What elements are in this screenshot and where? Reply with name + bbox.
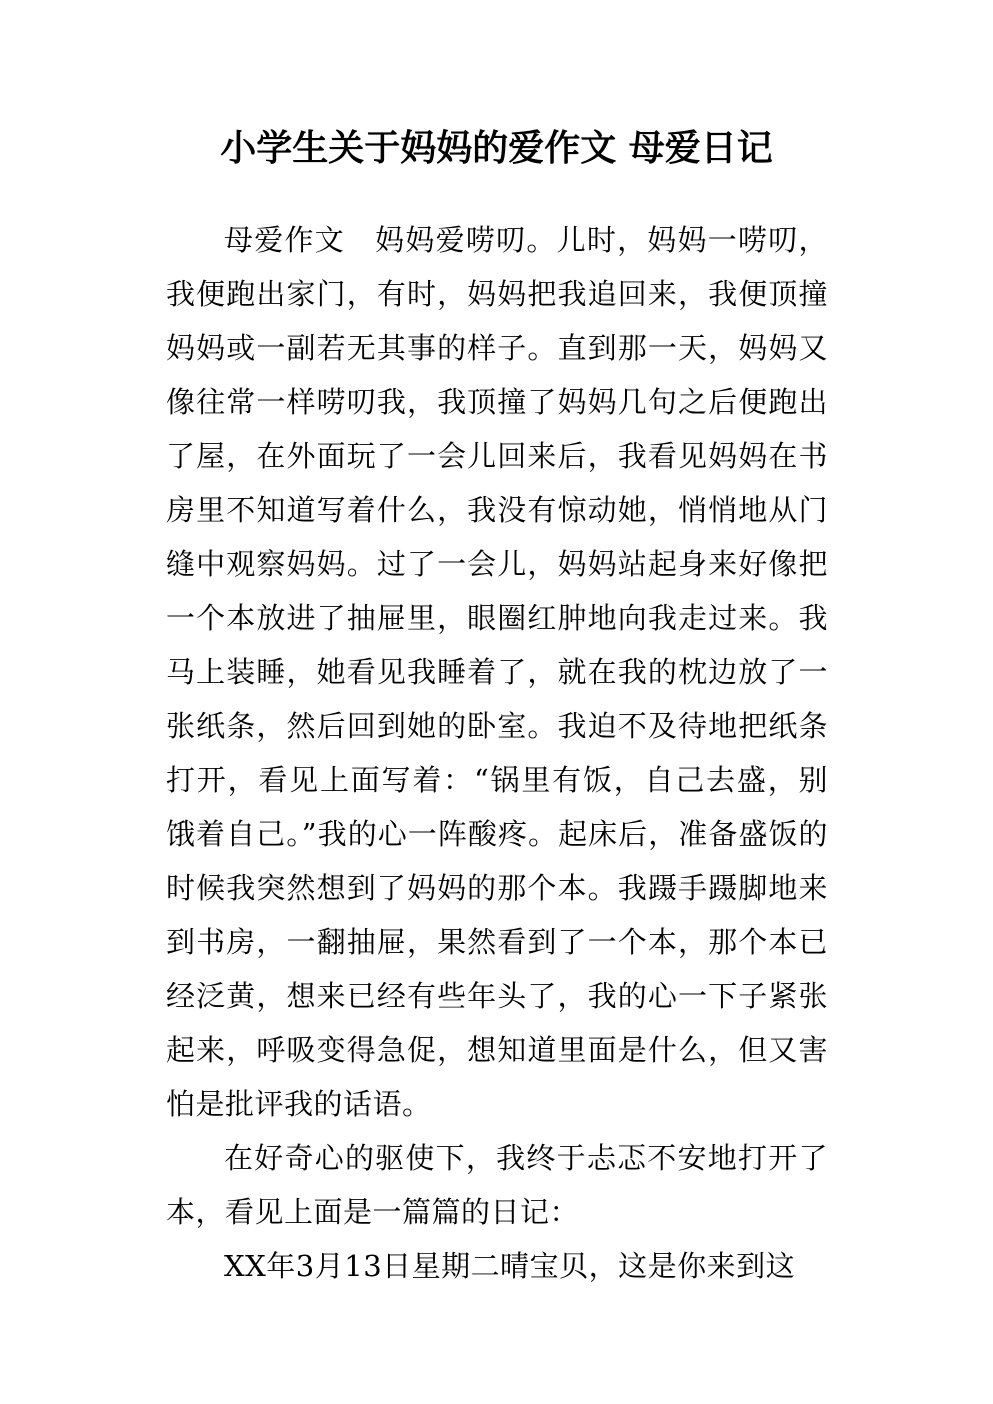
document-body <box>166 213 828 1293</box>
paragraph: 在好奇心的驱使下，我终于忐忑不安地打开了本，看见上面是一篇篇的日记： <box>166 1141 828 1229</box>
document-title: 小学生关于妈妈的爱作文 母爱日记 <box>220 128 773 169</box>
paragraph: XX年3月13日星期二晴宝贝，这是你来到这 <box>224 1249 796 1283</box>
paragraph: 母爱作文 妈妈爱唠叨。儿时，妈妈一唠叨，我便跑出家门，有时，妈妈把我追回来，我便顶撞妈妈或一副若无其事的样子。直到那一天，妈妈又像往常一样唠叨我，我顶撞了妈妈几句之后便跑出了屋，在外面玩了一会儿回来后，我看见妈妈在书房里不知道写着什么，我没有惊动她，悄悄地从门缝中观察妈妈。过了一会儿，妈妈站起身来好像把一个本放进了抽屉里，眼圈红肿地向我走过来。我马上装睡，她看见我睡着了，就在我的枕边放了一张纸条，然后回到她的卧室。我迫不及待地把纸条打开，看见上面写着：“锅里有饭，自己去盛，别饿着自己。”我的心一阵酸疼。起床后，准备盛饭的时候我突然想到了妈妈的那个本。我蹑手蹑脚地来到书房，一翻抽屉，果然看到了一个本，那个本已经泛黄，想来已经有些年头了，我的心一下子紧张起来，呼吸变得急促，想知道里面是什么，但又害怕是批评我的话语。 <box>166 223 828 1121</box>
